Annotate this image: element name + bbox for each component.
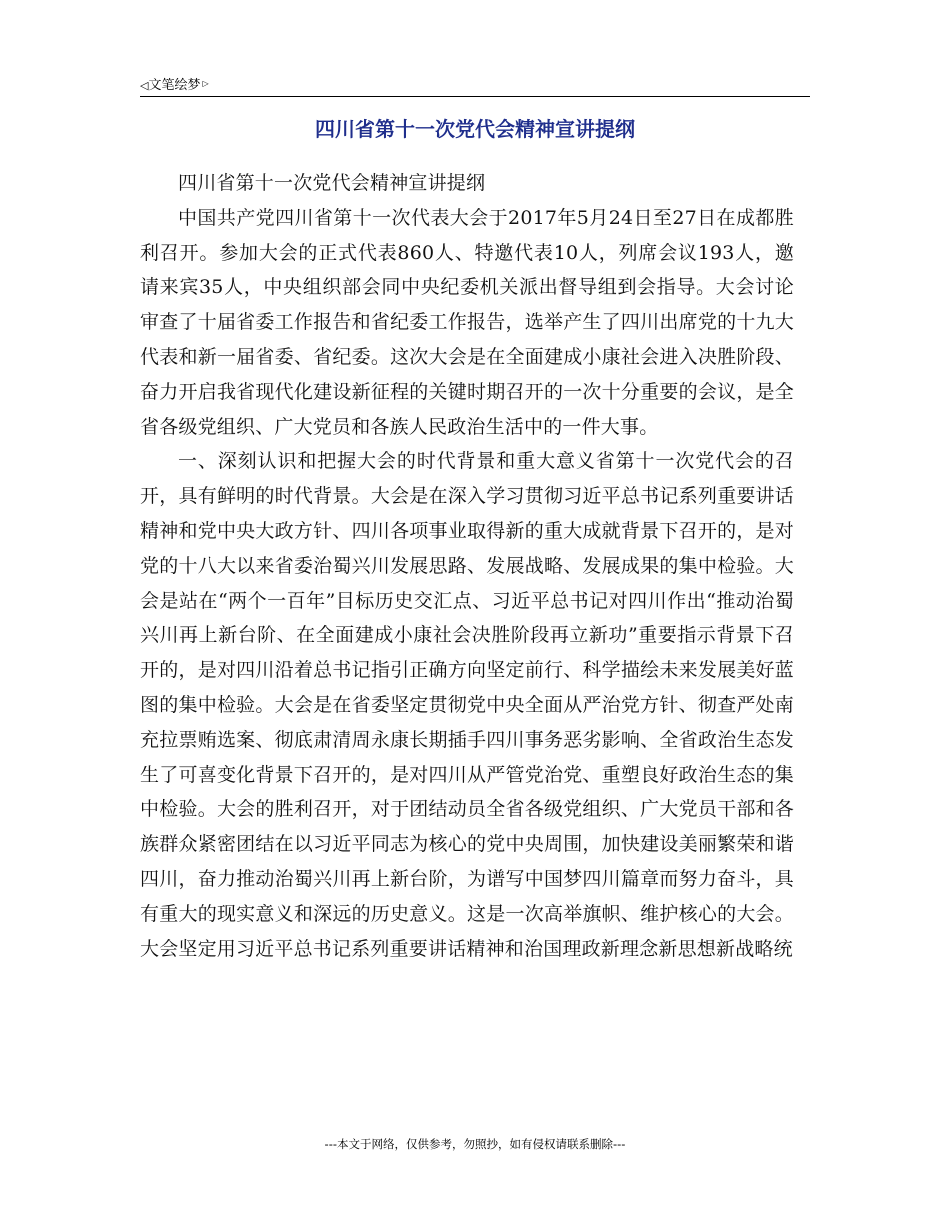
page-footer: ---本文于网络，仅供参考，勿照抄，如有侵权请联系删除---	[324, 1137, 626, 1151]
paragraph-section-one: 一、深刻认识和把握大会的时代背景和重大意义省第十一次党代会的召开，具有鲜明的时代背景。大会是在深入学习贯彻习近平总书记系列重要讲话精神和党中央大政方针、四川各项事业取得新的重大成就背景下召开的，是对党的十八大以来省委治蜀兴川发展思路、发展战略、发展成果的集中检验。大会是站在“两个一百年”目标历史交汇点、习近平总书记对四川作出“推动治蜀兴川再上新台阶、在全面建成小康社会决胜阶段再立新功”重要指示背景下召开的，是对四川沿着总书记指引正确方向坚定前行、科学描绘未来发展美好蓝图的集中检验。大会是在省委坚定贯彻党中央全面从严治党方针、彻查严处南充拉票贿选案、彻底肃清周永康长期插手四川事务恶劣影响、全省政治生态发生了可喜变化背景下召开的，是对四川从严管党治党、重塑良好政治生态的集中检验。大会的胜利召开，对于团结动员全省各级党组织、广大党员干部和各族群众紧密团结在以习近平同志为核心的党中央周围，加快建设美丽繁荣和谐四川，奋力推动治蜀兴川再上新台阶，为谱写中国梦四川篇章而努力奋斗，具有重大的现实意义和深远的历史意义。这是一次高举旗帜、维护核心的大会。大会坚定用习近平总书记系列重要讲话精神和治国理政新理念新思想新战略统	[140, 450, 794, 960]
document-title: 四川省第十一次党代会精神宣讲提纲	[315, 117, 635, 141]
left-triangle-icon: ◁	[140, 79, 149, 92]
paragraph-intro: 中国共产党四川省第十一次代表大会于2017年5月24日至27日在成都胜利召开。参加大会的正式代表860人、特邀代表10人，列席会议193人，邀请来宾35人，中央组织部会同中央纪委机关派出督导组到会指导。大会讨论审查了十届省委工作报告和省纪委工作报告，选举产生了四川出席党的十九大代表和新一届省委、省纪委。这次大会是在全面建成小康社会进入决胜阶段、奋力开启我省现代化建设新征程的关键时期召开的一次十分重要的会议，是全省各级党组织、广大党员和各族人民政治生活中的一件大事。	[140, 206, 794, 438]
paragraph-subtitle: 四川省第十一次党代会精神宣讲提纲	[178, 172, 486, 194]
page-header	[140, 72, 810, 97]
document-body	[140, 166, 794, 966]
logo-text: 文笔绘梦	[148, 78, 201, 93]
header-logo	[140, 74, 209, 93]
right-triangle-icon: ▷	[202, 79, 209, 88]
